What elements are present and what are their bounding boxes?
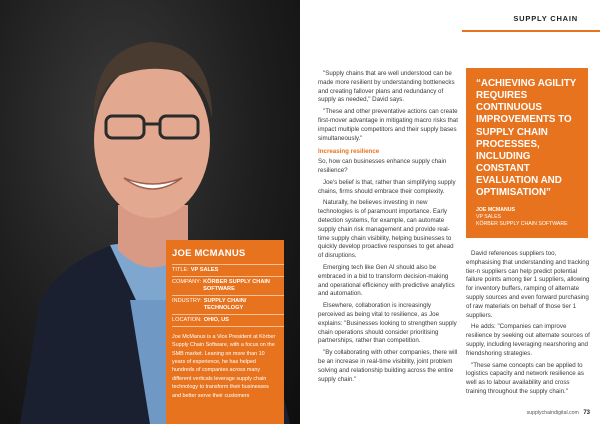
paragraph: Elsewhere, collaboration is increasingly perceived as being vital to resilience, as Joe explains: "Businesses looking to strengthen supply chain operations should consider prioritising partnerships, rather than competition. bbox=[318, 302, 457, 345]
paragraph: He adds: "Companies can improve resilience by seeking out alternate sources of supply, including leveraging nearshoring and friendshoring strategies. bbox=[466, 323, 590, 357]
page-footer bbox=[527, 410, 590, 416]
profile-row-company: COMPANY: KÖRBER SUPPLY CHAIN SOFTWARE bbox=[172, 276, 284, 295]
pull-quote bbox=[466, 68, 588, 238]
paragraph: "These same concepts can be applied to logistics capacity and network resilience as well as to labour availability and cross training throughout the supply chain." bbox=[466, 361, 584, 395]
footer-site: supplychaindigital.com bbox=[526, 410, 579, 416]
profile-row-industry: INDUSTRY: SUPPLY CHAIN/ TECHNOLOGY bbox=[172, 295, 284, 314]
paragraph: "These and other preventative actions can create first-mover advantage in mitigating macro risks that impact multiple competitors and their supply bases simultaneously." bbox=[318, 108, 458, 142]
article-column-2 bbox=[466, 250, 590, 400]
paragraph: "By collaborating with other companies, there will be an increase in real-time visibility, joint problem solving and relationship building across the entire supply chain." bbox=[318, 349, 458, 383]
subheading: Increasing resilience bbox=[318, 148, 380, 156]
article-column-1 bbox=[318, 70, 458, 387]
page-number: 73 bbox=[583, 410, 590, 416]
section-divider bbox=[462, 30, 600, 32]
paragraph: David references suppliers too, emphasising that understanding and tracking tier-n suppliers can help predict potential failure points among tier 1 suppliers, allowing for inventory buffers, ramping of alternate supply sources and even forward purchasing of raw materials on behalf of those tier 1 suppliers. bbox=[466, 250, 590, 319]
profile-card bbox=[166, 240, 284, 424]
paragraph: Emerging tech like Gen AI should also be embraced in a bid to transform decision-making and operational efficiency with predictive analytics and automation. bbox=[318, 263, 455, 298]
paragraph: Naturally, he believes investing in new technologies is of paramount importance. Early detection systems, for example, can automate supply chain risk management and provide real-time supply chain visibility, helping businesses to quickly develop proactive responses to get ahead of disruptions. bbox=[318, 199, 454, 260]
paragraph: Joe's belief is that, rather than simplifying supply chains, firms should embrace their complexity. bbox=[318, 178, 456, 195]
profile-row-title: TITLE: VP SALES bbox=[172, 264, 284, 276]
paragraph: "Supply chains that are well understood can be made more resilient by understanding bottlenecks and creating fallover plans and redundancy of supply as needed," David says. bbox=[318, 70, 455, 104]
paragraph: So, how can businesses enhance supply chain resilience? bbox=[318, 158, 447, 174]
pull-quote-attribution: JOE MCMANUS VP SALES KÖRBER SUPPLY CHAIN SOFTWARE bbox=[476, 207, 568, 228]
profile-row-location: LOCATION: OHIO, US bbox=[172, 314, 284, 327]
pull-quote-text: “ACHIEVING AGILITY REQUIRES CONTINUOUS IMPROVEMENTS TO SUPPLY CHAIN PROCESSES, INCLUDING CONSTANT EVALUATION AND OPTIMISATION” bbox=[476, 78, 577, 199]
section-label: SUPPLY CHAIN bbox=[513, 14, 578, 23]
profile-name: JOE MCMANUS bbox=[172, 248, 246, 259]
profile-bio: Joe McManus is a Vice President at Körber Supply Chain Software, with a focus on the SMB market. Leaning on more than 10 years of experience, he has helped hundreds of companies across many different verticals leverage supply chain technology to transform their businesses and better serve their customers bbox=[172, 333, 276, 399]
